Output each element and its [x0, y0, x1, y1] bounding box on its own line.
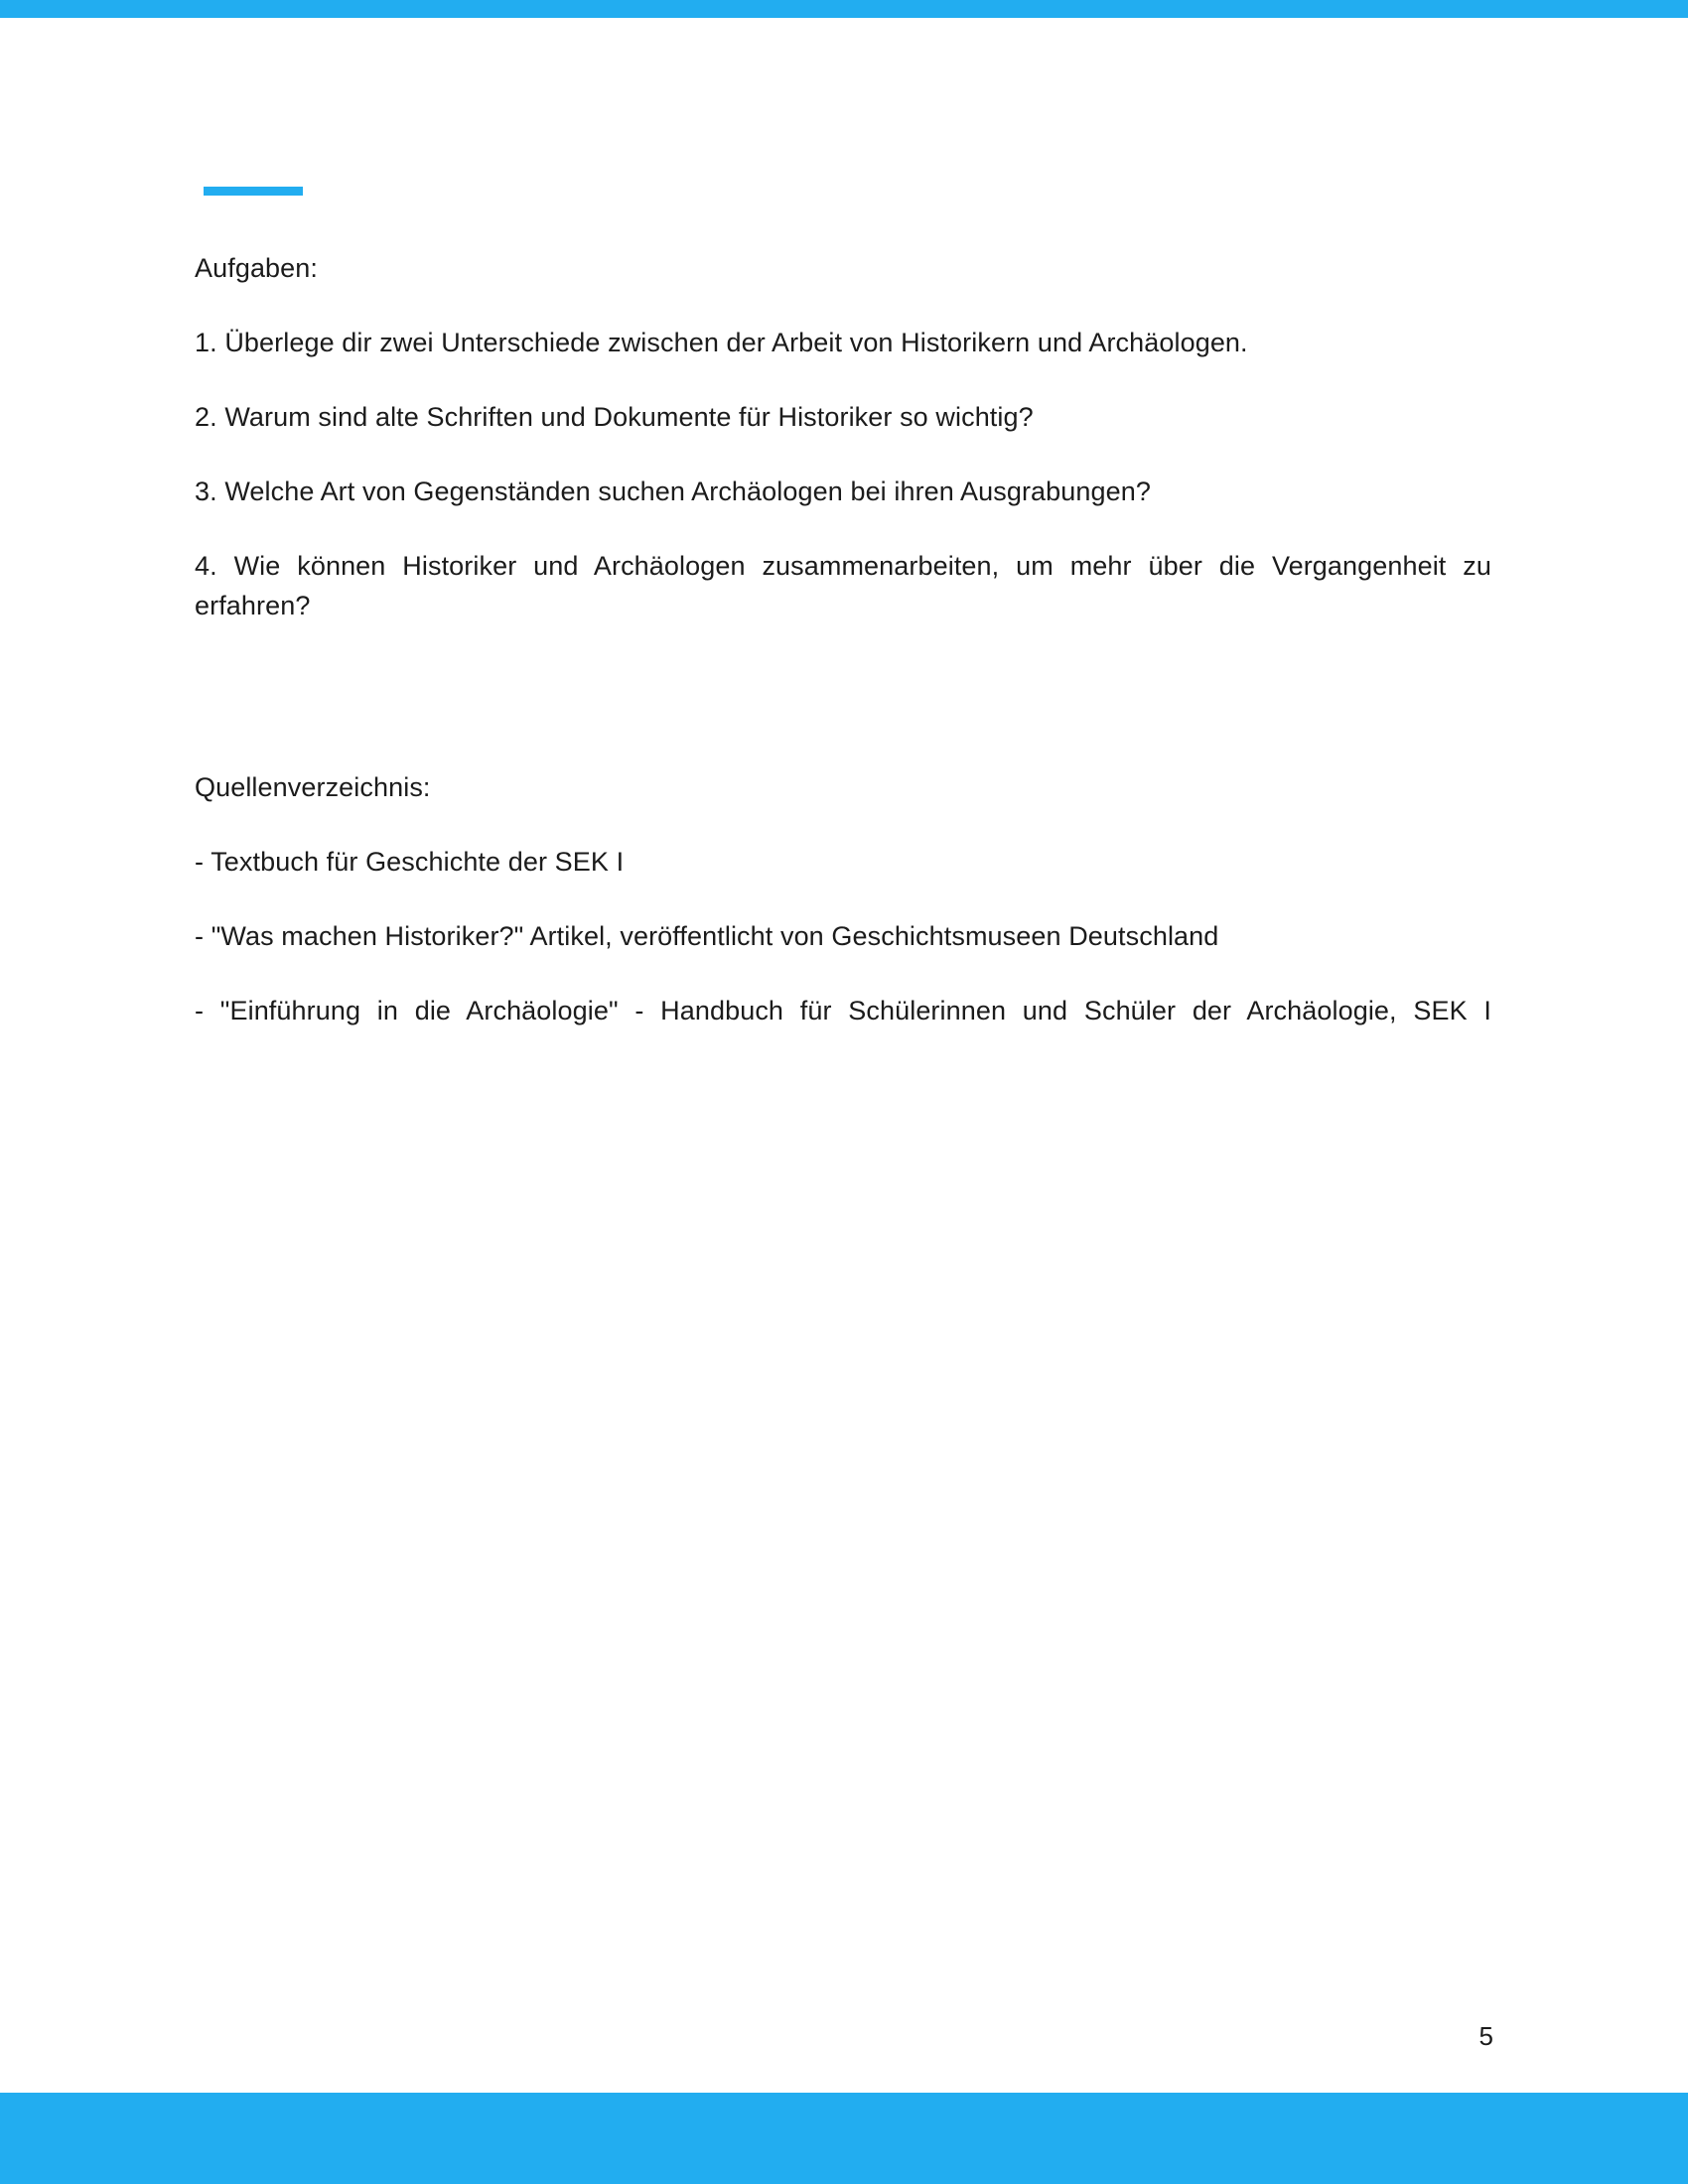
task-item-3: 3. Welche Art von Gegenständen suchen Archäologen bei ihren Ausgrabungen?	[195, 477, 1151, 506]
source-item-3: - "Einführung in die Archäologie" - Handbuch für Schülerinnen und Schüler der Archäologie, SEK I	[195, 996, 1491, 1025]
sources-heading: Quellenverzeichnis:	[195, 772, 431, 802]
tasks-heading: Aufgaben:	[195, 253, 319, 283]
source-item-1: - Textbuch für Geschichte der SEK I	[195, 847, 625, 877]
page-number: 5	[1478, 2021, 1493, 2051]
document-body	[195, 248, 1491, 1105]
accent-rule	[204, 187, 303, 196]
top-banner	[0, 0, 1688, 18]
source-item-2: - "Was machen Historiker?" Artikel, veröffentlicht von Geschichtsmuseen Deutschland	[195, 921, 1219, 951]
bottom-banner	[0, 2093, 1688, 2184]
task-item-1: 1. Überlege dir zwei Unterschiede zwischen der Arbeit von Historikern und Archäologen.	[195, 328, 1248, 357]
task-item-2: 2. Warum sind alte Schriften und Dokumente für Historiker so wichtig?	[195, 402, 1034, 432]
task-item-4: 4. Wie können Historiker und Archäologen zusammenarbeiten, um mehr über die Vergangenheit zu erfahren?	[195, 551, 1491, 620]
section-spacer	[195, 700, 1491, 767]
